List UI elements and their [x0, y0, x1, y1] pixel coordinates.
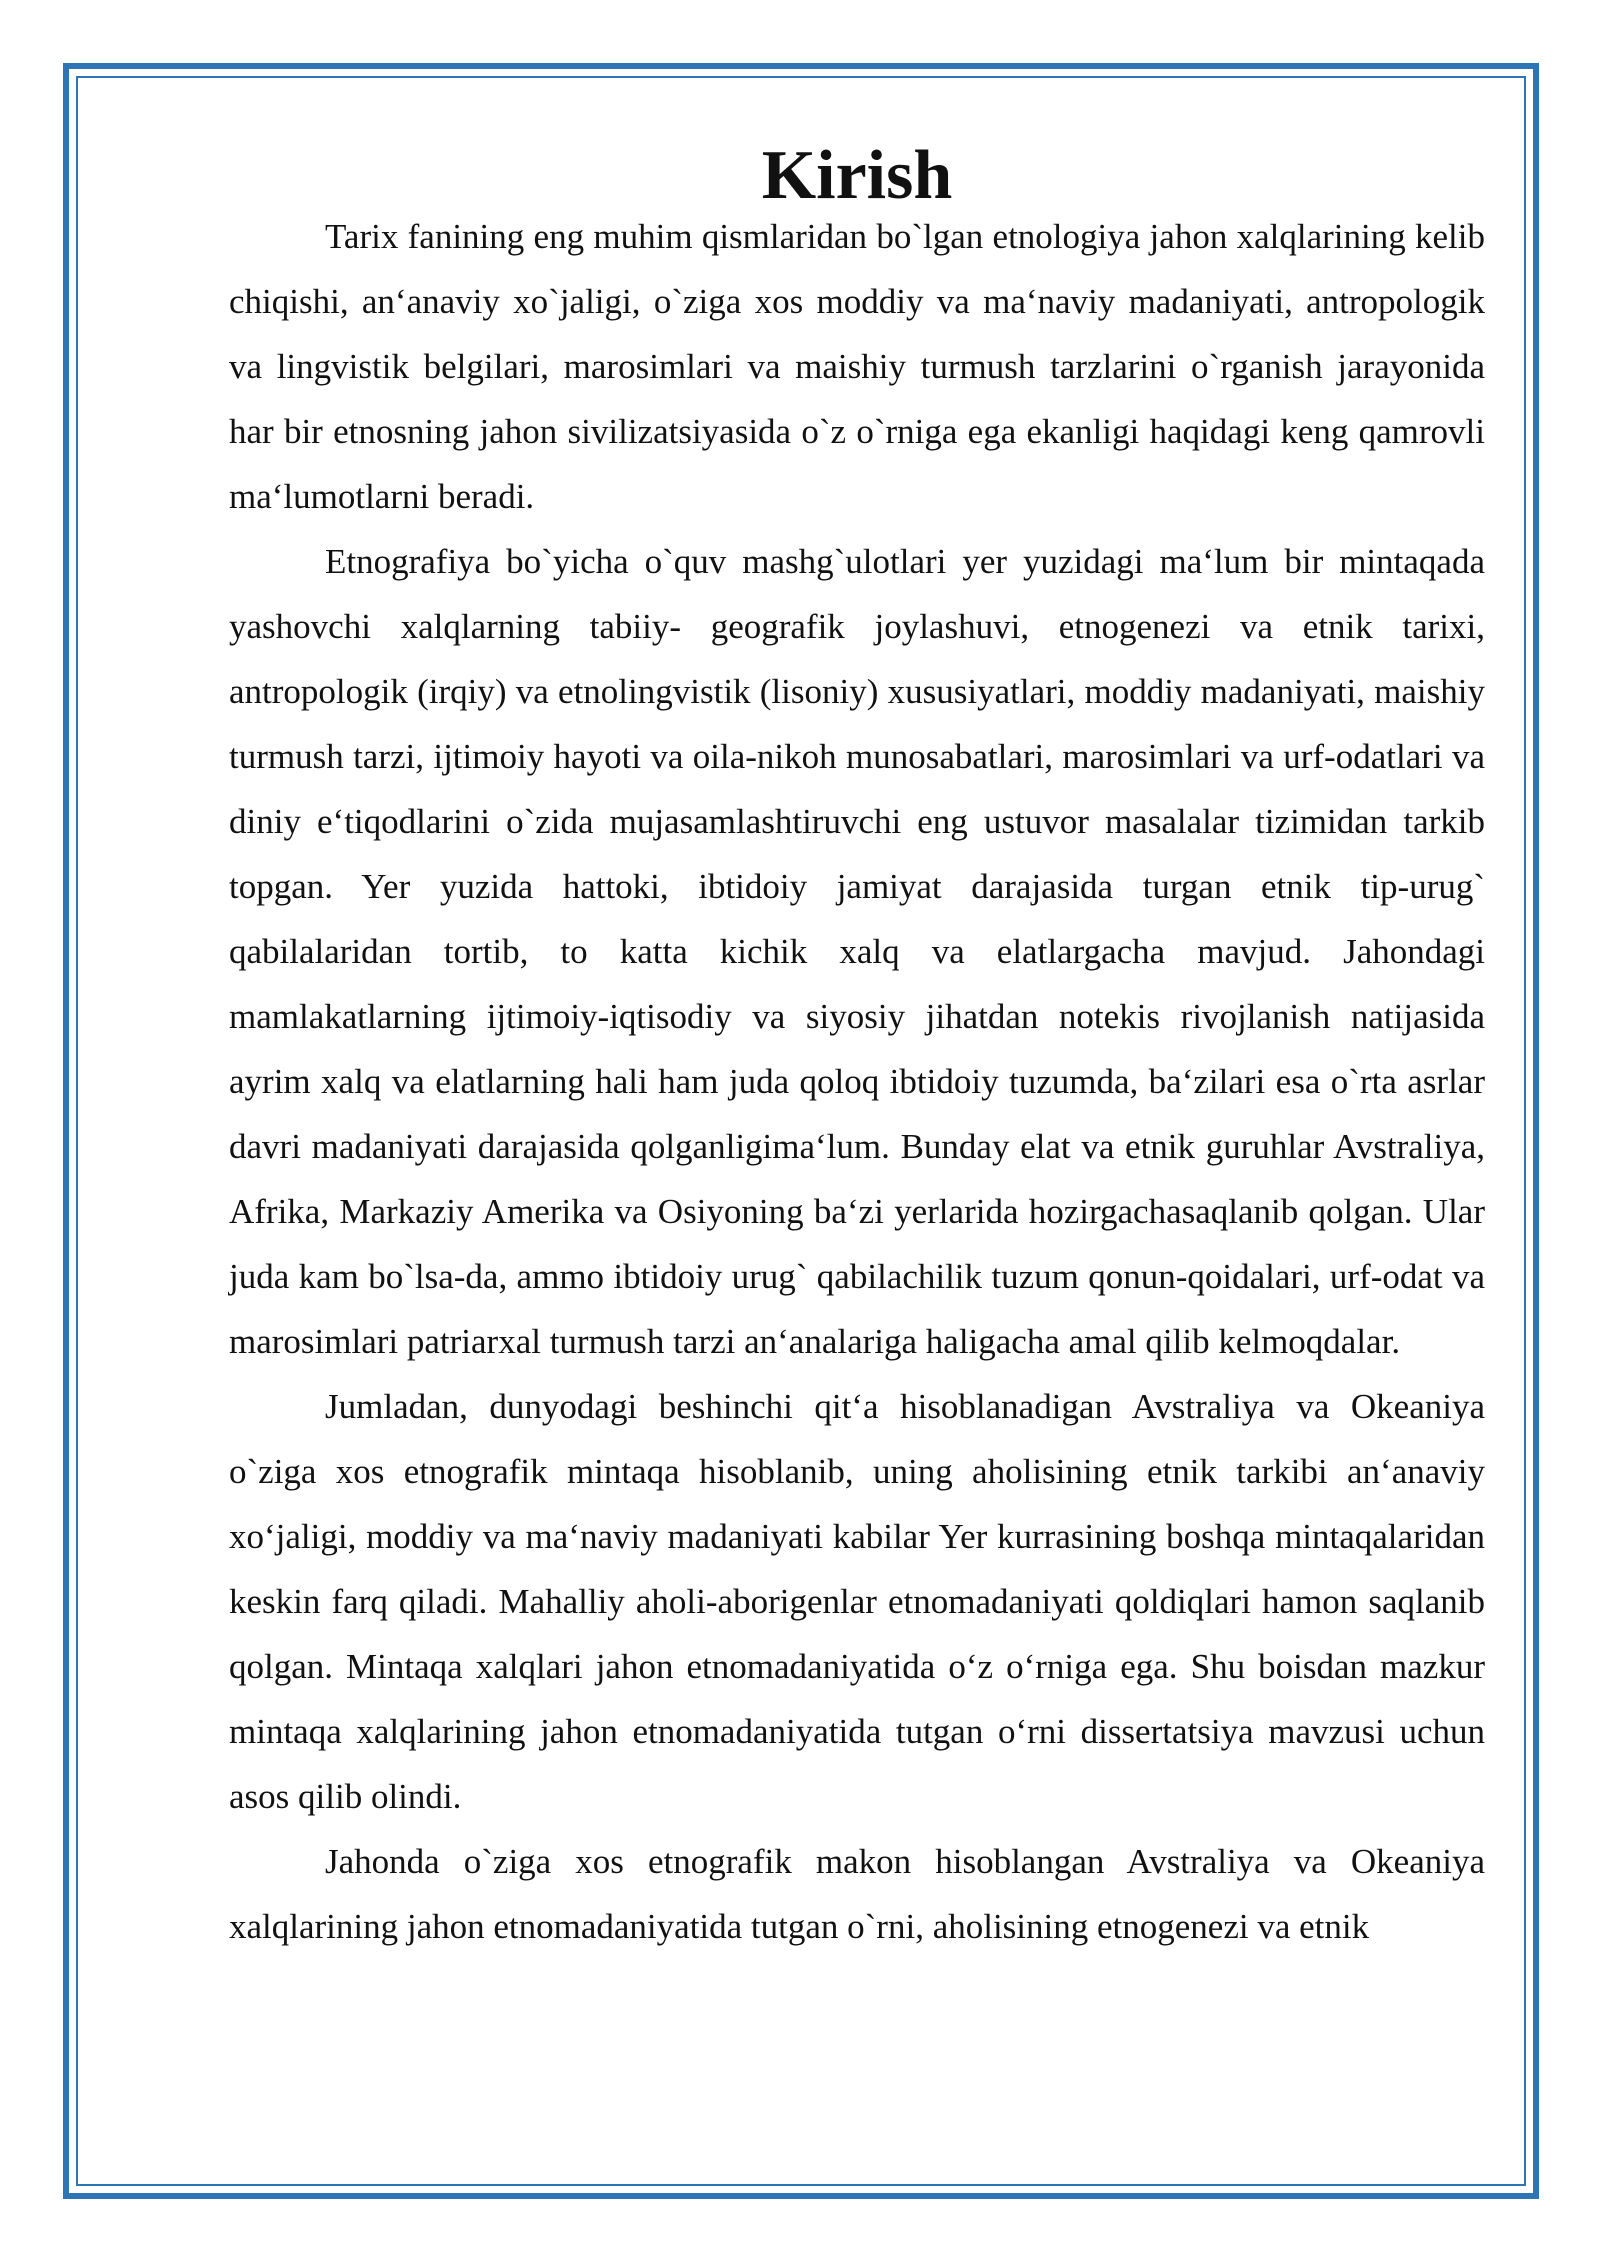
paragraph-2: Etnografiya bo`yicha o`quv mashg`ulotlari yer yuzidagi ma‘lum bir mintaqada yashovchi xalqlarning tabiiy- geografik joylashuvi, etnogenezi va etnik tarixi, antropologik (irqiy) va etnolingvistik (lisoniy) xususiyatlari, moddiy madaniyati, maishiy turmush tarzi, ijtimoiy hayoti va oila-nikoh munosabatlari, marosimlari va urf-odatlari va diniy e‘tiqodlarini o`zida mujasamlashtiruvchi eng ustuvor masalalar tizimidan tarkib topgan. Yer yuzida hattoki, ibtidoiy jamiyat darajasida turgan etnik tip-urug` qabilalaridan tortib, to katta kichik xalq va elatlargacha mavjud. Jahondagi mamlakatlarning ijtimoiy-iqtisodiy va siyosiy jihatdan notekis rivojlanish natijasida ayrim xalq va elatlarning hali ham juda qoloq ibtidoiy tuzumda, ba‘zilari esa o`rta asrlar davri madaniyati darajasida qolganligima‘lum. Bunday elat va etnik guruhlar Avstraliya, Afrika, Markaziy Amerika va Osiyoning ba‘zi yerlarida hozirgachasaqlanib qolgan. Ular juda kam bo`lsa-da, ammo ibtidoiy urug` qabilachilik tuzum qonun-qoidalari, urf-odat va marosimlari patriarxal turmush tarzi an‘analariga haligacha amal qilib kelmoqdalar.	[229, 542, 1485, 1361]
paragraph-3: Jumladan, dunyodagi beshinchi qit‘a hisoblanadigan Avstraliya va Okeaniya o`ziga xos etnografik mintaqa hisoblanib, uning aholisining etnik tarkibi an‘anaviy xo‘jaligi, moddiy va ma‘naviy madaniyati kabilar Yer kurrasining boshqa mintaqalaridan keskin farq qiladi. Mahalliy aholi-aborigenlar etnomadaniyati qoldiqlari hamon saqlanib qolgan. Mintaqa xalqlari jahon etnomadaniyatida o‘z o‘rniga ega. Shu boisdan mazkur mintaqa xalqlarining jahon etnomadaniyatida tutgan o‘rni dissertatsiya mavzusi uchun asos qilib olindi.	[229, 1387, 1485, 1816]
section-title: Kirish	[761, 137, 953, 214]
paragraph-1: Tarix fanining eng muhim qismlaridan bo`lgan etnologiya jahon xalqlarining kelib chiqishi, an‘anaviy xo`jaligi, o`ziga xos moddiy va ma‘naviy madaniyati, antropologik va lingvistik belgilari, marosimlari va maishiy turmush tarzlarini o`rganish jarayonida har bir etnosning jahon sivilizatsiyasida o`z o`rniga ega ekanligi haqidagi keng qamrovli ma‘lumotlarni beradi.	[229, 217, 1485, 516]
document-body	[229, 137, 1485, 1959]
paragraph-4: Jahonda o`ziga xos etnografik makon hisoblangan Avstraliya va Okeaniya xalqlarining jahon etnomadaniyatida tutgan o`rni, aholisining etnogenezi va etnik	[229, 1842, 1485, 1946]
